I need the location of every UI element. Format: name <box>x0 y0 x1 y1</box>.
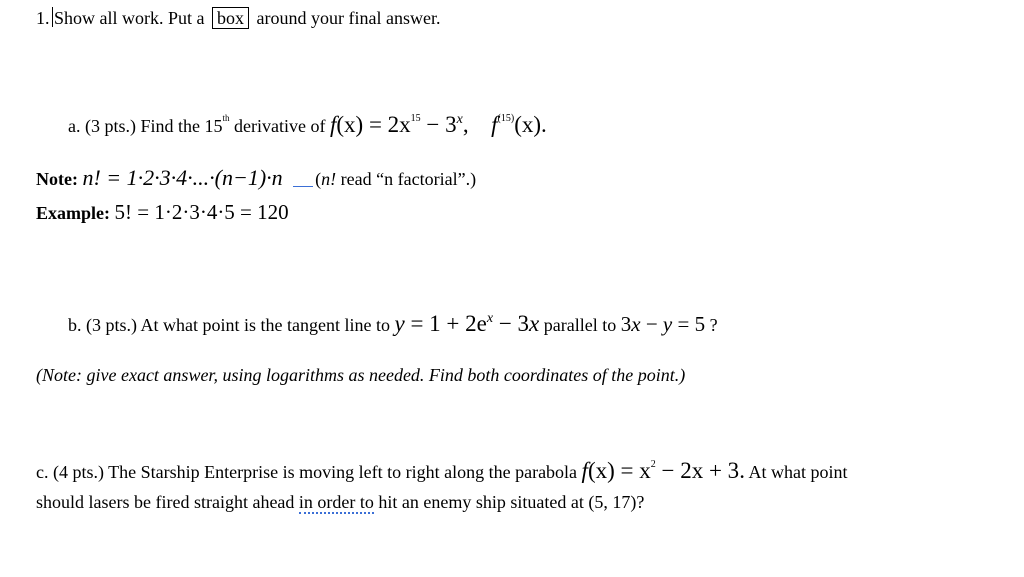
question-number: 1. <box>36 8 50 28</box>
part-c-line-1 <box>36 458 847 484</box>
part-c-lead: c. (4 pts.) The Starship Enterprise is moving left to right along the parabola <box>36 462 578 482</box>
text-cursor <box>52 7 53 27</box>
part-c-line2-b: hit an enemy ship situated at (5, 17)? <box>378 492 645 512</box>
instruction-text: Show all work. Put a <box>54 8 205 28</box>
factorial-formula: n! = 1·2·3·4·...·(n−1)·n <box>82 165 283 190</box>
blank-underline <box>293 185 313 187</box>
parabola-equation: $f(x) = x^2 - 2x + 3$. <box>581 458 745 483</box>
example-formula: 5! = 1·2·3·4·5 = 120 <box>114 200 289 224</box>
part-b-lead: b. (3 pts.) At what point is the tangent line to <box>68 315 390 335</box>
paren-open: ( <box>315 169 322 189</box>
question-1-header <box>36 7 440 29</box>
note-label: Note: <box>36 169 78 189</box>
function-expression: $f(x) = 2x^{15} - 3^x$, <box>329 112 469 137</box>
instruction-text-after: around your final answer. <box>256 8 441 28</box>
box-word: box <box>212 7 249 29</box>
part-c-line-2 <box>36 492 644 513</box>
curve-equation: $y = 1 + 2e^x - 3x$ <box>394 311 540 336</box>
ordinal-suffix: th <box>222 113 230 123</box>
read-text: read “n factorial”.) <box>336 169 477 189</box>
part-b <box>68 311 718 337</box>
note-line <box>36 165 476 191</box>
grammar-flag: in order to <box>298 492 374 512</box>
example-label: Example: <box>36 203 110 223</box>
line-equation: 3x − y = 5 <box>620 312 706 336</box>
part-a-after: derivative of <box>229 116 330 136</box>
part-c-line2-a: should lasers be fired straight ahead <box>36 492 295 512</box>
part-a <box>68 112 547 138</box>
part-b-note: (Note: give exact answer, using logarithms as needed. Find both coordinates of the point.) <box>36 365 686 385</box>
derivative-notation: $f^{(15)}(x)$. <box>491 112 547 137</box>
part-c-tail: At what point <box>748 462 848 482</box>
n-factorial: n! <box>321 169 337 189</box>
example-line <box>36 200 289 225</box>
question-mark: ? <box>705 315 718 335</box>
part-b-middle: parallel to <box>543 315 617 335</box>
part-a-lead: a. (3 pts.) Find the 15 <box>68 116 223 136</box>
